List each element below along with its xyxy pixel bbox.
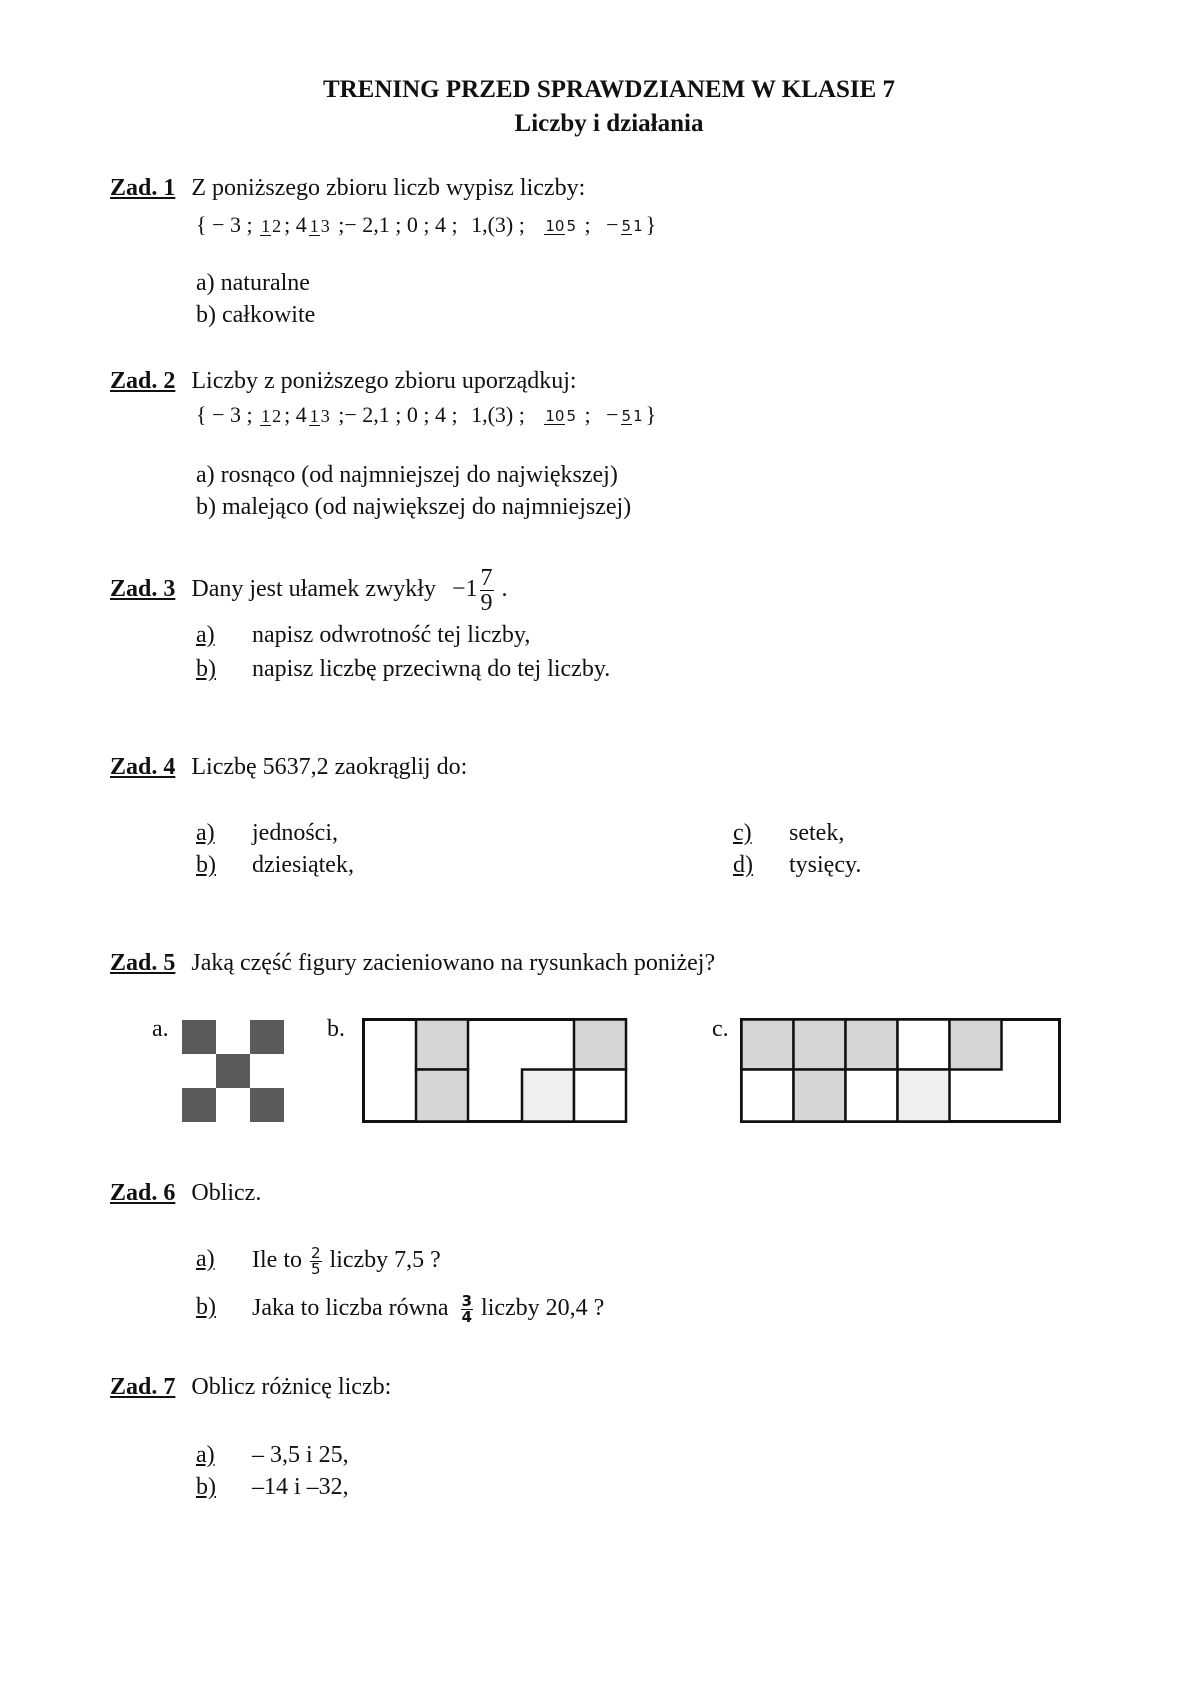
figure-b-cell	[574, 1070, 626, 1122]
set-middle-values: ;− 2,1 ; 0 ; 4 ;	[338, 212, 458, 237]
set-semicolon: ;	[584, 212, 591, 237]
zad6-b-post: liczby 20,4 ?	[481, 1295, 605, 1322]
set-ten-fifths: 10 5	[545, 216, 576, 235]
zad7-header	[110, 1374, 391, 1401]
set-close-brace: }	[645, 402, 657, 427]
figure-a-cell	[216, 1088, 250, 1122]
figure-c-cell	[846, 1020, 898, 1070]
zad4-text: Liczbę 5637,2 zaokrąglij do:	[191, 754, 468, 780]
zad7-option-b	[196, 1474, 349, 1501]
zad4-a-text: jedności,	[252, 820, 338, 846]
set-mixed-frac: 1 3	[309, 406, 330, 427]
zad3-text: Dany jest ułamek zwykły	[191, 576, 436, 603]
page-subtitle: Liczby i działania	[514, 110, 704, 137]
zad3-a-text: napisz odwrotność tej liczby,	[252, 622, 531, 648]
figure-b-cell	[416, 1070, 468, 1122]
zad2-option-a: a) rosnąco (od najmniejszej do największej)	[196, 462, 618, 488]
figure-c-cell	[898, 1020, 950, 1070]
zad4-option-b	[196, 852, 354, 879]
zad4-b-label: b)	[196, 852, 216, 878]
zad6-header	[110, 1180, 261, 1207]
set-half: 1 2	[261, 406, 282, 427]
figure-b-label: b.	[327, 1016, 345, 1042]
zad3-b-text: napisz liczbę przeciwną do tej liczby.	[252, 656, 611, 682]
zad3-label: Zad. 3	[110, 576, 176, 603]
figure-a-cell	[216, 1020, 250, 1054]
zad3-option-a	[196, 622, 531, 649]
zad6-text: Oblicz.	[191, 1180, 262, 1206]
zad1-number-set: { − 3 ; 1 2 ; 4 1 3 ;− 2,1 ; 0 ; 4 ; 1,(3) ; 10 5 ; − 5 1 }	[196, 212, 657, 237]
set-periodic: 1,(3) ;	[471, 402, 525, 427]
zad4-a-label: a)	[196, 820, 215, 846]
zad5-text: Jaką część figury zacieniowano na rysunkach poniżej?	[191, 950, 716, 976]
zad4-c-text: setek,	[789, 820, 845, 846]
zad1-option-a: a) naturalne	[196, 270, 310, 296]
zad7-a-text: – 3,5 i 25,	[252, 1442, 349, 1468]
zad4-c-label: c)	[733, 820, 752, 846]
set-open-brace: {	[196, 402, 207, 427]
zad4-d-label: d)	[733, 852, 753, 878]
zad2-option-b: b) malejąco (od największej do najmniejszej)	[196, 494, 632, 520]
zad6-b-label: b)	[196, 1294, 216, 1320]
set-middle-values: ;− 2,1 ; 0 ; 4 ;	[338, 402, 458, 427]
set-minus-three: − 3 ;	[212, 212, 253, 237]
zad2-header	[110, 368, 577, 395]
set-five-ones: 5 1	[621, 216, 643, 235]
zad7-b-label: b)	[196, 1474, 216, 1500]
zad2-text: Liczby z poniższego zbioru uporządkuj:	[191, 368, 577, 394]
zad1-header	[110, 175, 585, 202]
figure-c-cell	[898, 1070, 950, 1122]
zad4-b-text: dziesiątek,	[252, 852, 354, 878]
zad5-header	[110, 950, 715, 977]
figure-a-cell	[182, 1054, 216, 1088]
zad1-text: Z poniższego zbioru liczb wypisz liczby:	[191, 175, 586, 201]
set-semicolon: ;	[584, 402, 591, 427]
zad7-label: Zad. 7	[110, 1374, 176, 1400]
zad5-label: Zad. 5	[110, 950, 176, 976]
zad6-a-post: liczby 7,5 ?	[329, 1247, 441, 1274]
figure-c-cell	[846, 1070, 898, 1122]
zad2-number-set: { − 3 ; 1 2 ; 4 1 3 ;− 2,1 ; 0 ; 4 ; 1,(3) ; 10 5 ; − 5 1 }	[196, 402, 657, 427]
zad1-option-b: b) całkowite	[196, 302, 316, 328]
figure-c-shape	[740, 1018, 1066, 1126]
zad7-option-a	[196, 1442, 349, 1469]
zad4-d-text: tysięcy.	[789, 852, 862, 878]
zad6-a-label: a)	[196, 1246, 215, 1272]
zad7-b-text: –14 i –32,	[252, 1474, 349, 1500]
zad4-option-c	[733, 820, 845, 847]
zad4-label: Zad. 4	[110, 754, 176, 780]
zad6-label: Zad. 6	[110, 1180, 176, 1206]
set-minus: −	[606, 212, 619, 237]
set-open-brace: {	[196, 212, 207, 237]
set-mixed-whole: 4	[295, 402, 307, 427]
zad2-label: Zad. 2	[110, 368, 176, 394]
zad3-fraction-prefix: −1	[451, 576, 478, 603]
zad7-a-label: a)	[196, 1442, 215, 1468]
figure-c-cell	[794, 1070, 846, 1122]
figure-c-cell	[742, 1020, 794, 1070]
set-five-ones: 5 1	[621, 406, 643, 425]
figure-b-cell	[416, 1020, 468, 1070]
set-ten-fifths: 10 5	[545, 406, 576, 425]
zad3-header	[110, 566, 508, 615]
zad6-option-a	[196, 1244, 441, 1278]
zad3-fraction: $\frac{7}{9}$	[480, 565, 493, 616]
zad6-a-pre: Ile to	[252, 1247, 302, 1274]
set-mixed-whole: 4	[295, 212, 307, 237]
zad4-option-d	[733, 852, 862, 879]
set-periodic: 1,(3) ;	[471, 212, 525, 237]
figure-a-grid	[182, 1020, 284, 1122]
set-half: 1 2	[261, 216, 282, 237]
zad4-header	[110, 754, 467, 781]
set-minus-three: − 3 ;	[212, 402, 253, 427]
figure-c-cell	[950, 1020, 1002, 1070]
zad3-fraction-suffix: .	[501, 576, 508, 603]
figure-a-cell	[250, 1054, 284, 1088]
figure-b-cell	[574, 1020, 626, 1070]
zad6-a-fraction: $\frac{2}{5}$	[310, 1244, 321, 1278]
zad4-option-a	[196, 820, 338, 847]
set-minus: −	[606, 402, 619, 427]
zad3-option-b	[196, 656, 611, 683]
zad6-option-b	[196, 1292, 605, 1326]
zad3-a-label: a)	[196, 622, 215, 648]
zad1-label: Zad. 1	[110, 175, 176, 201]
figure-b-cell	[522, 1070, 574, 1122]
set-close-brace: }	[645, 212, 657, 237]
figure-a-label: a.	[152, 1016, 169, 1042]
zad6-b-fraction: $\frac{3}{4}$	[461, 1292, 473, 1326]
figure-c-cell	[794, 1020, 846, 1070]
figure-b-shape	[362, 1018, 632, 1126]
page-title: TRENING PRZED SPRAWDZIANEM W KLASIE 7	[322, 76, 896, 103]
zad6-b-pre: Jaka to liczba równa	[252, 1295, 449, 1322]
zad3-b-label: b)	[196, 656, 216, 682]
set-mixed-frac: 1 3	[309, 216, 330, 237]
figure-c-cell	[742, 1070, 794, 1122]
zad7-text: Oblicz różnicę liczb:	[191, 1374, 392, 1400]
figure-c-label: c.	[712, 1016, 729, 1042]
